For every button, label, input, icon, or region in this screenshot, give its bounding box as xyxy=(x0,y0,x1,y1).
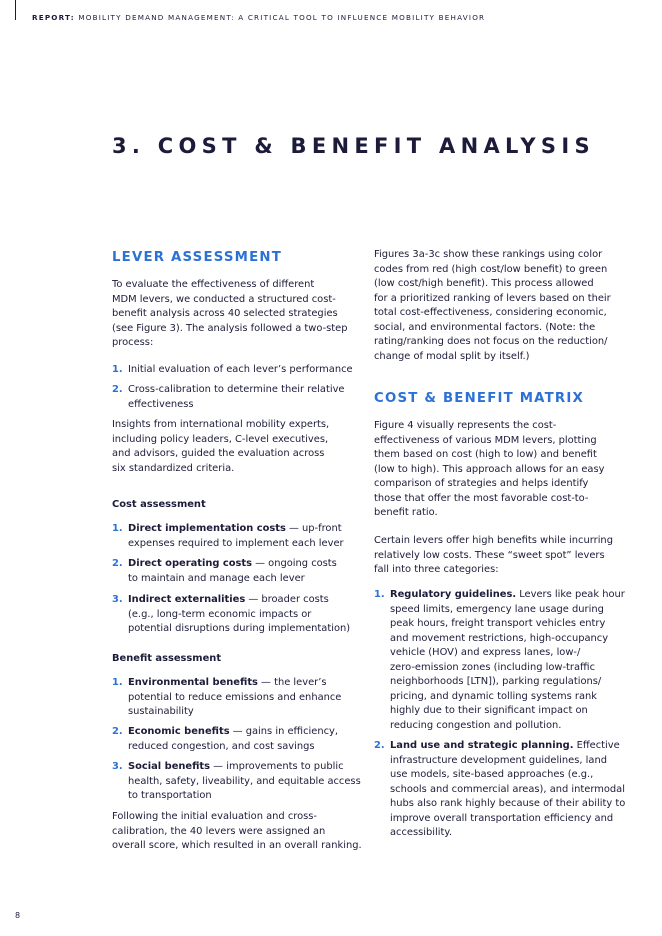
matrix-paragraph: Figure 4 visually represents the cost- effectiveness of various MDM levers, plotting them based on cost (high to low) and benefit (low to high). This approach allows for an easy comparison of strategies and helps identify those that offer the most favorable cost-to- benefit ratio. xyxy=(374,420,605,518)
cost-benefit-matrix-heading: COST & BENEFIT MATRIX xyxy=(374,391,584,406)
intro-paragraph: To evaluate the effectiveness of different MDM levers, we conducted a structured cost- benefit analysis across 40 selected strategies (see Figure 3). The analysis followed a two-step process: xyxy=(112,279,348,348)
closing-paragraph: Following the initial evaluation and cross- calibration, the 40 levers were assigned an overall score, which resulted in an overall ranking. xyxy=(112,811,362,851)
insights-paragraph: Insights from international mobility experts, including policy leaders, C-level executives, and advisors, guided the evaluation across six standardized criteria. xyxy=(112,419,330,474)
list-item: 2. Economic benefits — gains in efficiency, reduced congestion, and cost savings xyxy=(112,726,339,752)
list-item: 2. Land use and strategic planning. Effective infrastructure development guidelines, land use models, site-based approaches (e.g., schools and commercial areas), and intermodal hubs also rank highly because of their ability to improve overall transportation efficiency and accessibility. xyxy=(374,740,626,838)
lever-assessment-heading: LEVER ASSESSMENT xyxy=(112,250,282,265)
figures-paragraph: Figures 3a-3c show these rankings using color codes from red (high cost/low benefit) to green (low cost/high benefit). This process allowed for a prioritized ranking of levers based on their total cost-effectiveness, considering economic, social, and environmental factors. (Note: the rating/ranking does not focus on the reduction/ change of modal split by itself.) xyxy=(374,249,611,362)
list-item: 1. Environmental benefits — the lever’s potential to reduce emissions and enhance sustainability xyxy=(112,677,342,717)
list-item: 3. Social benefits — improvements to public health, safety, liveability, and equitable access to transportation xyxy=(112,761,361,801)
list-item: 1. Regulatory guidelines. Levers like peak hour speed limits, emergency lane usage during peak hours, freight transport vehicles entry and movement restrictions, high-occupancy vehicle (HOV) and express lanes, low-/ zero-emission zones (including low-traffic neighborhoods [LTN]), parking regulations/ pricing, and dynamic tolling systems rank highly due to their significant impact on reducing congestion and pollution. xyxy=(374,589,625,731)
section-title: 3. COST & BENEFIT ANALYSIS xyxy=(112,134,595,158)
benefit-assessment-heading: Benefit assessment xyxy=(112,653,222,664)
running-header xyxy=(32,13,485,22)
header-rule xyxy=(15,0,16,20)
header-label: REPORT: xyxy=(32,13,75,22)
page-number: 8 xyxy=(15,911,21,920)
list-item: 2. Cross-calibration to determine their relative effectiveness xyxy=(112,384,345,410)
sweet-spot-paragraph: Certain levers offer high benefits while incurring relatively low costs. These “sweet spot” levers fall into three categories: xyxy=(374,535,613,575)
list-item: 1. Initial evaluation of each lever’s performance xyxy=(112,364,353,375)
list-item: 2. Direct operating costs — ongoing costs to maintain and manage each lever xyxy=(112,558,337,584)
header-title: MOBILITY DEMAND MANAGEMENT: A CRITICAL TOOL TO INFLUENCE MOBILITY BEHAVIOR xyxy=(78,13,486,22)
list-item: 1. Direct implementation costs — up-front expenses required to implement each lever xyxy=(112,523,344,549)
list-item: 3. Indirect externalities — broader costs (e.g., long-term economic impacts or potential disruptions during implementation) xyxy=(112,594,351,634)
cost-assessment-heading: Cost assessment xyxy=(112,499,206,510)
